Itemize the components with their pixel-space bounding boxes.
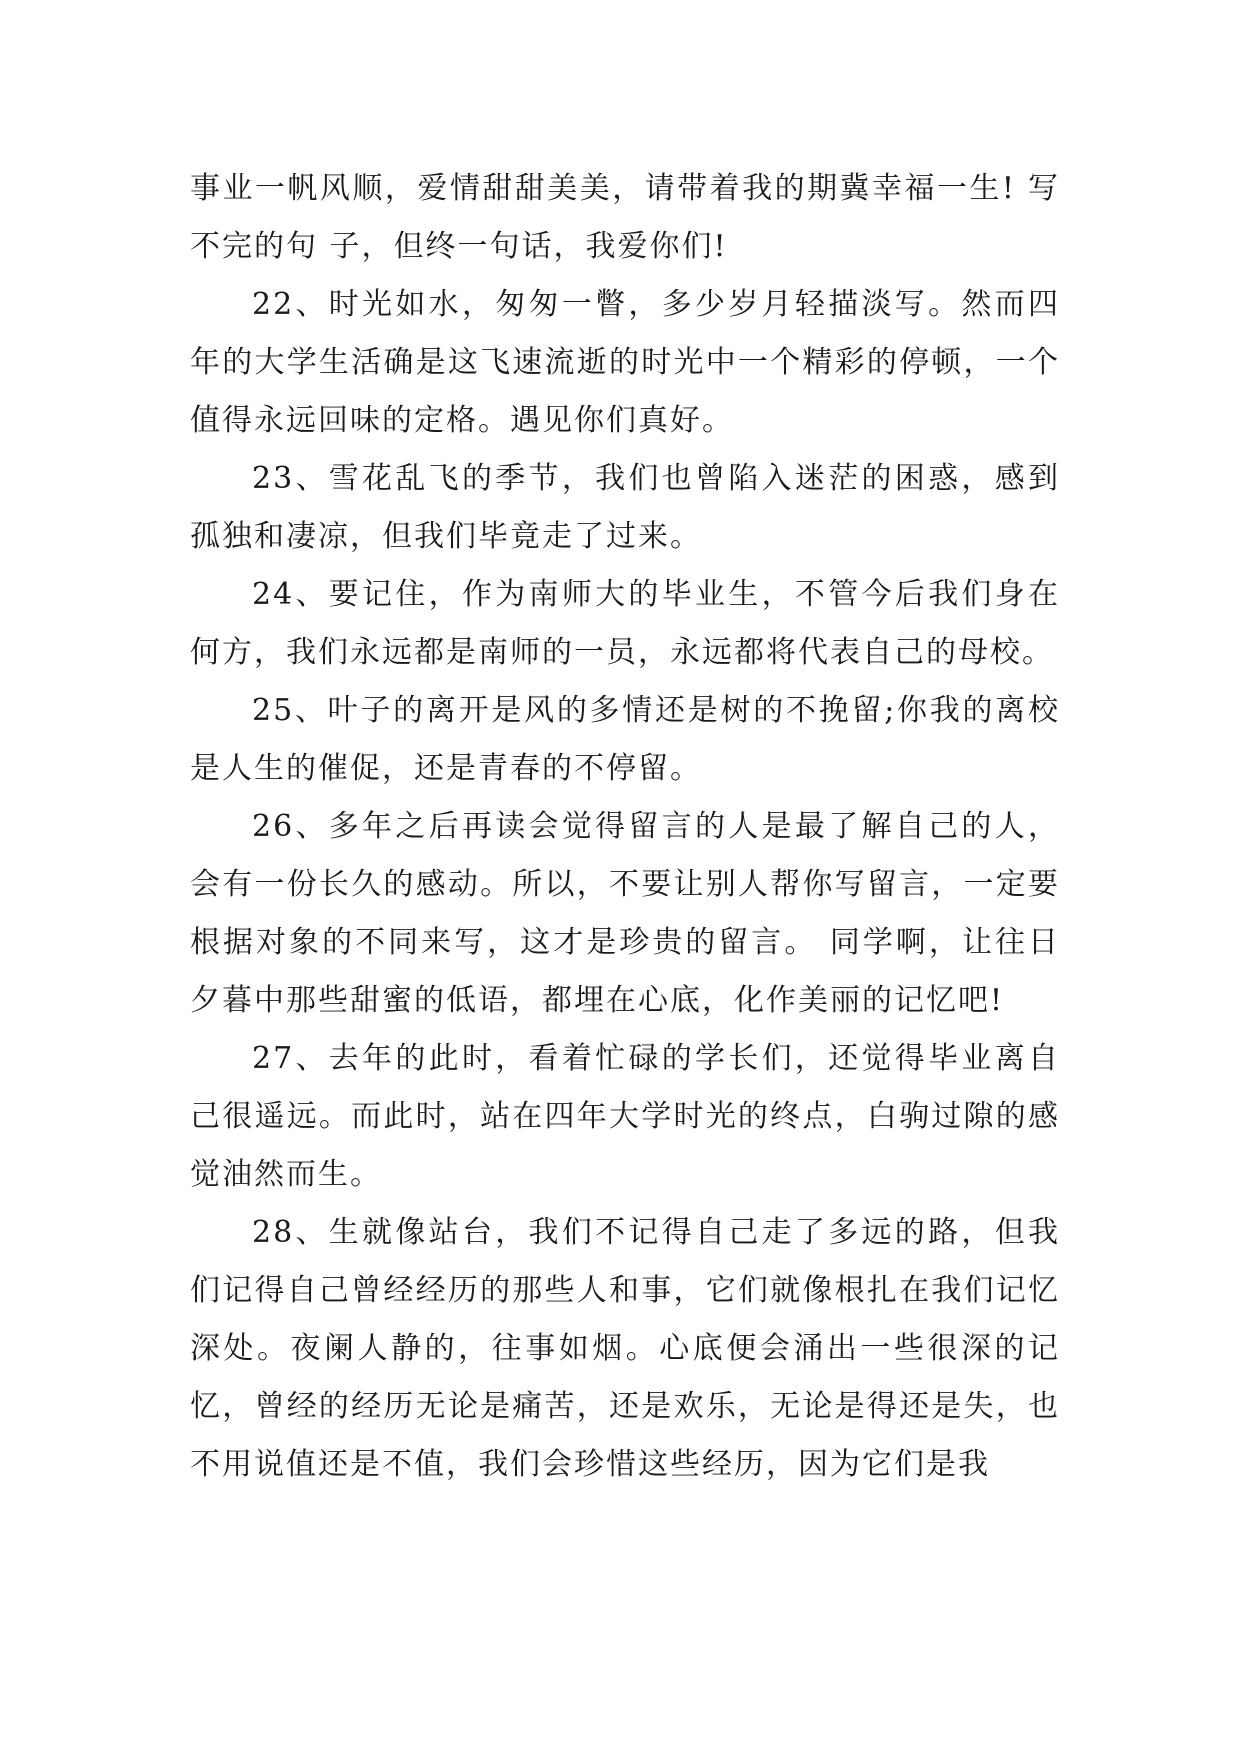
paragraph-continuation: 事业一帆风顺，爱情甜甜美美，请带着我的期冀幸福一生! 写不完的句 子，但终一句话，我爱你们! — [190, 171, 1060, 264]
paragraph-26: 26、多年之后再读会觉得留言的人是最了解自己的人，会有一份长久的感动。所以，不要让别人帮你写留言，一定要根据对象的不同来写，这才是珍贵的留言。 同学啊，让往日夕暮中那些甜蜜的低语，都埋在心底，化作美丽的记忆吧! — [190, 809, 1060, 1018]
paragraph-24: 24、要记住，作为南师大的毕业生，不管今后我们身在何方，我们永远都是南师的一员，永远都将代表自己的母校。 — [190, 577, 1060, 670]
document-body — [190, 160, 1060, 1494]
paragraph-27: 27、去年的此时，看着忙碌的学长们，还觉得毕业离自己很遥远。而此时，站在四年大学时光的终点，白驹过隙的感觉油然而生。 — [190, 1041, 1060, 1192]
paragraph-22: 22、时光如水，匆匆一瞥，多少岁月轻描淡写。然而四年的大学生活确是这飞速流逝的时光中一个精彩的停顿，一个值得永远回味的定格。遇见你们真好。 — [190, 287, 1060, 438]
paragraph-28: 28、生就像站台，我们不记得自己走了多远的路，但我们记得自己曾经经历的那些人和事，它们就像根扎在我们记忆深处。夜阑人静的，往事如烟。心底便会涌出一些很深的记忆，曾经的经历无论是痛苦，还是欢乐，无论是得还是失，也不用说值还是不值，我们会珍惜这些经历，因为它们是我 — [190, 1215, 1060, 1482]
paragraph-23: 23、雪花乱飞的季节，我们也曾陷入迷茫的困惑，感到孤独和凄凉，但我们毕竟走了过来。 — [190, 461, 1060, 554]
paragraph-25: 25、叶子的离开是风的多情还是树的不挽留;你我的离校是人生的催促，还是青春的不停留。 — [190, 693, 1060, 786]
